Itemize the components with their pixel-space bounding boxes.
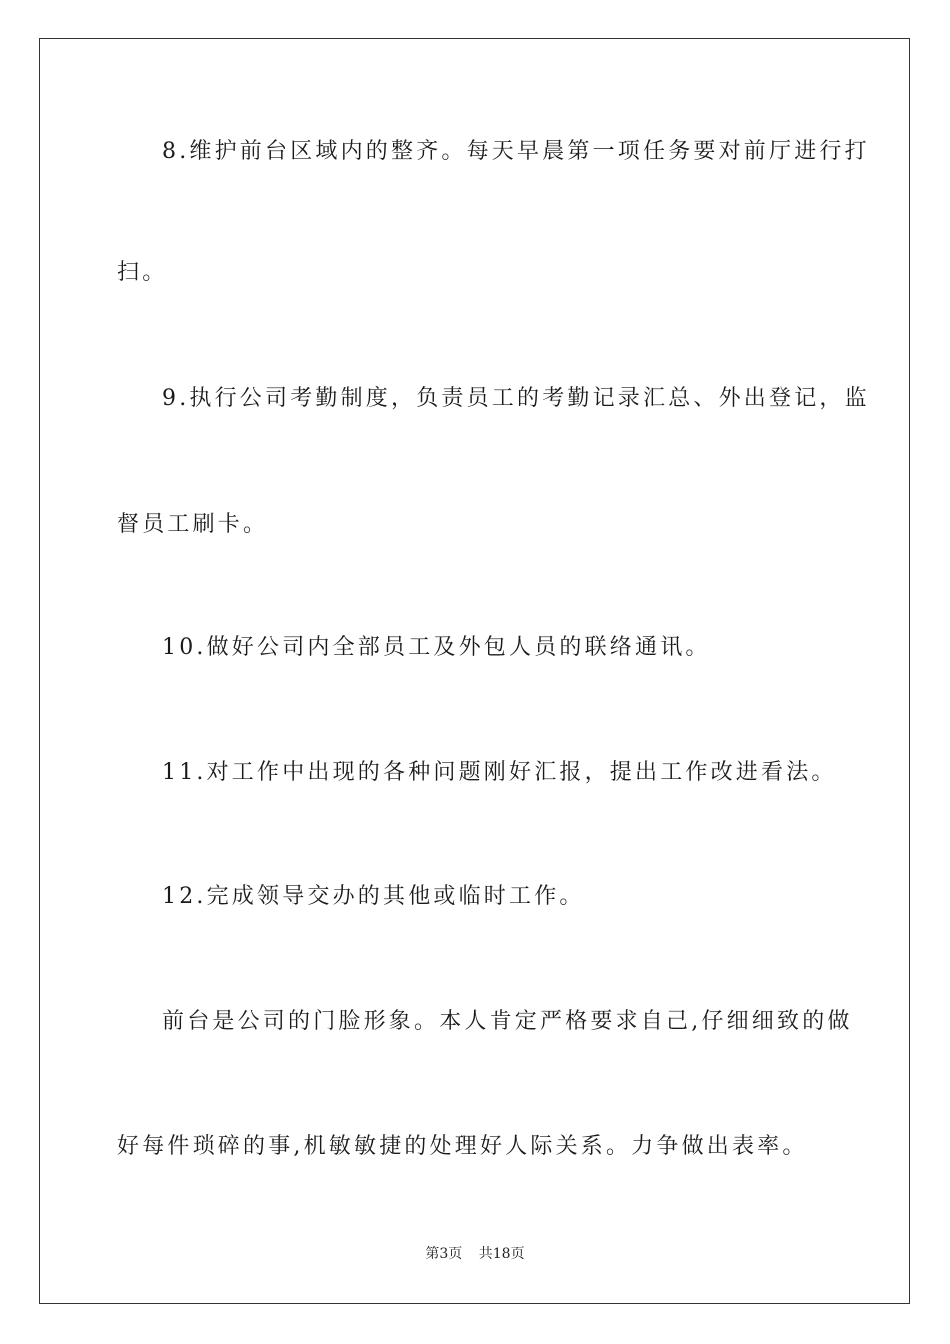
- paragraph-8-line-1: 8.维护前台区域内的整齐。每天早晨第一项任务要对前厅进行打: [162, 139, 870, 164]
- page-number-current: 第3页: [425, 1246, 463, 1262]
- paragraph-12: 12.完成领导交办的其他或临时工作。: [162, 884, 585, 909]
- paragraph-9-line-1: 9.执行公司考勤制度，负责员工的考勤记录汇总、外出登记，监: [162, 386, 870, 411]
- paragraph-10: 10.做好公司内全部员工及外包人员的联络通讯。: [162, 635, 711, 660]
- paragraph-11: 11.对工作中出现的各种问题刚好汇报，提出工作改进看法。: [162, 760, 837, 785]
- page-number-total: 共18页: [478, 1246, 525, 1262]
- page-footer: [0, 1244, 950, 1264]
- closing-paragraph-line-1: 前台是公司的门脸形象。本人肯定严格要求自己,仔细细致的做: [162, 1009, 853, 1034]
- closing-paragraph-line-2: 好每件琐碎的事,机敏敏捷的处理好人际关系。力争做出表率。: [117, 1134, 808, 1159]
- paragraph-8-line-2: 扫。: [117, 260, 168, 285]
- page-border: [39, 38, 910, 1304]
- paragraph-9-line-2: 督员工刷卡。: [117, 512, 269, 537]
